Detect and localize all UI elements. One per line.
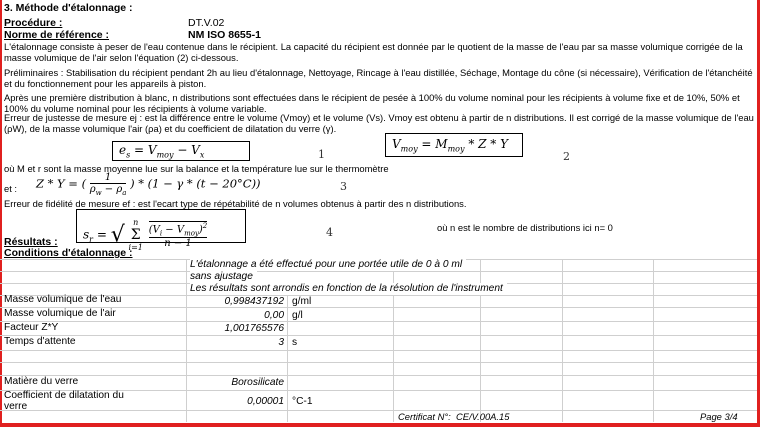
paragraph-preliminaires: Préliminaires : Stabilisation du récipient pendant 2h au lieu d'étalonnage, Nettoyage, Rincage à l'eau distillée, Séchage, Montage du cône (si nécessaire), Vérification de l'étanchéité et du fonctionnement pour les appareils à piston.	[4, 67, 753, 89]
conditions-title: Conditions d'étalonnage :	[4, 247, 133, 259]
section-title: 3. Méthode d'étalonnage :	[4, 2, 133, 14]
row-value-air: 0,00	[264, 310, 284, 321]
grid-line	[0, 350, 757, 351]
row-label-coef-1: Coefficient de dilatation du	[4, 390, 124, 401]
grid-line	[0, 362, 757, 363]
formula-2-box	[385, 133, 523, 157]
row-value-coef: 0,00001	[247, 396, 284, 407]
note-ajustage: sans ajustage	[190, 271, 257, 283]
formula-4: $s_r$ = √ n Σ i=1 $\frac{(V_i - V_{moy})^2}{n - 1}$	[83, 218, 208, 252]
formula-4-box	[76, 209, 246, 252]
grid-line	[562, 259, 563, 422]
grid-line	[653, 259, 654, 422]
grid-line	[0, 271, 757, 272]
procedure-label: Procédure :	[4, 17, 63, 29]
equation-number-4: 4	[326, 226, 333, 239]
grid-line	[287, 295, 288, 422]
paragraph-n-distributions: où n est le nombre de distributions ici n= 0	[437, 222, 613, 233]
equation-number-2: 2	[563, 150, 570, 163]
formula-3: Z * Y = ( $\frac{1}{\rho_w - \rho_a}$ ) * (1 − γ * (t − 20°C))	[36, 172, 261, 197]
row-unit-temps: s	[292, 337, 298, 348]
row-label-temps: Temps d'attente	[4, 336, 76, 347]
note-arrondi: Les résultats sont arrondis en fonction de la résolution de l'instrument	[190, 283, 507, 295]
formula-1-box	[112, 141, 250, 161]
grid-line	[0, 410, 757, 411]
row-label-zy: Facteur Z*Y	[4, 322, 59, 333]
row-unit-air: g/l	[292, 310, 303, 321]
formula-1: $e_s = V_{moy} - V_x$	[119, 143, 205, 160]
row-label-eau: Masse volumique de l'eau	[4, 294, 122, 305]
procedure-value: DT.V.02	[188, 17, 225, 29]
row-label-air: Masse volumique de l'air	[4, 308, 116, 319]
norme-label: Norme de référence :	[4, 29, 110, 41]
row-unit-coef: °C-1	[292, 396, 313, 407]
row-value-temps: 3	[278, 337, 284, 348]
norme-value: NM ISO 8655-1	[188, 29, 261, 41]
row-label-coef-2: verre	[4, 401, 28, 412]
footer-page: Page 3/4	[700, 411, 738, 422]
grid-line	[0, 335, 757, 336]
paragraph-masse-temperature: où M et r sont la masse moyenne lue sur la balance et la température lue sur le thermomètre	[4, 163, 389, 174]
bottom-border	[0, 423, 760, 427]
row-value-zy: 1,001765576	[224, 323, 284, 334]
equation-number-1: 1	[318, 148, 325, 161]
grid-line	[0, 321, 757, 322]
equation-number-3: 3	[340, 180, 347, 193]
note-portee: L'étalonnage a été effectué pour une portée utile de 0 à 0 ml	[190, 259, 466, 271]
row-unit-eau: g/ml	[292, 296, 312, 307]
results-title: Résultats :	[4, 236, 58, 248]
row-value-eau: 0,998437192	[224, 296, 284, 307]
paragraph-erreur-justesse: Erreur de justesse de mesure ej : est la différence entre le volume (Vmoy) et le volume (Vs). Vmoy est obtenu à partir de n distributions. Il est corrigé de la masse volumique de l'eau (ρW), de la masse volumique l'air (ρa) et du coefficient de dilatation du verre (γ).	[4, 112, 754, 134]
paragraph-erreur-fidelite: Erreur de fidélité de mesure ef : est l'ecart type de répétabilité de n volumes obtenus à partir des n distributions.	[4, 198, 467, 209]
row-value-verre: Borosilicate	[231, 377, 284, 388]
row-label-verre: Matière du verre	[4, 376, 79, 387]
paragraph-intro: L'étalonnage consiste à peser de l'eau contenue dans le récipient. La capacité du récipient est donnée par le quotient de la masse de l'eau par sa masse volumique corrigée de la masse volumique de l'air selon l'équation (2) ci-dessous.	[4, 41, 743, 63]
paragraph-distributions: Après une première distribution à blanc, n distributions sont effectuées dans le récipient de pesée à 100% du volume nominal pour les récipients à volume fixe et de 10%, 50% et 100% du volume nominal pour les récipients à volume variable.	[4, 92, 740, 114]
formula-2: $V_{moy} = M_{moy} * Z * Y$	[392, 137, 509, 154]
formula-3-label: et :	[4, 183, 18, 194]
footer-certificat: Certificat N°: CE/V.00A.15	[398, 411, 510, 422]
grid-line	[0, 375, 757, 376]
